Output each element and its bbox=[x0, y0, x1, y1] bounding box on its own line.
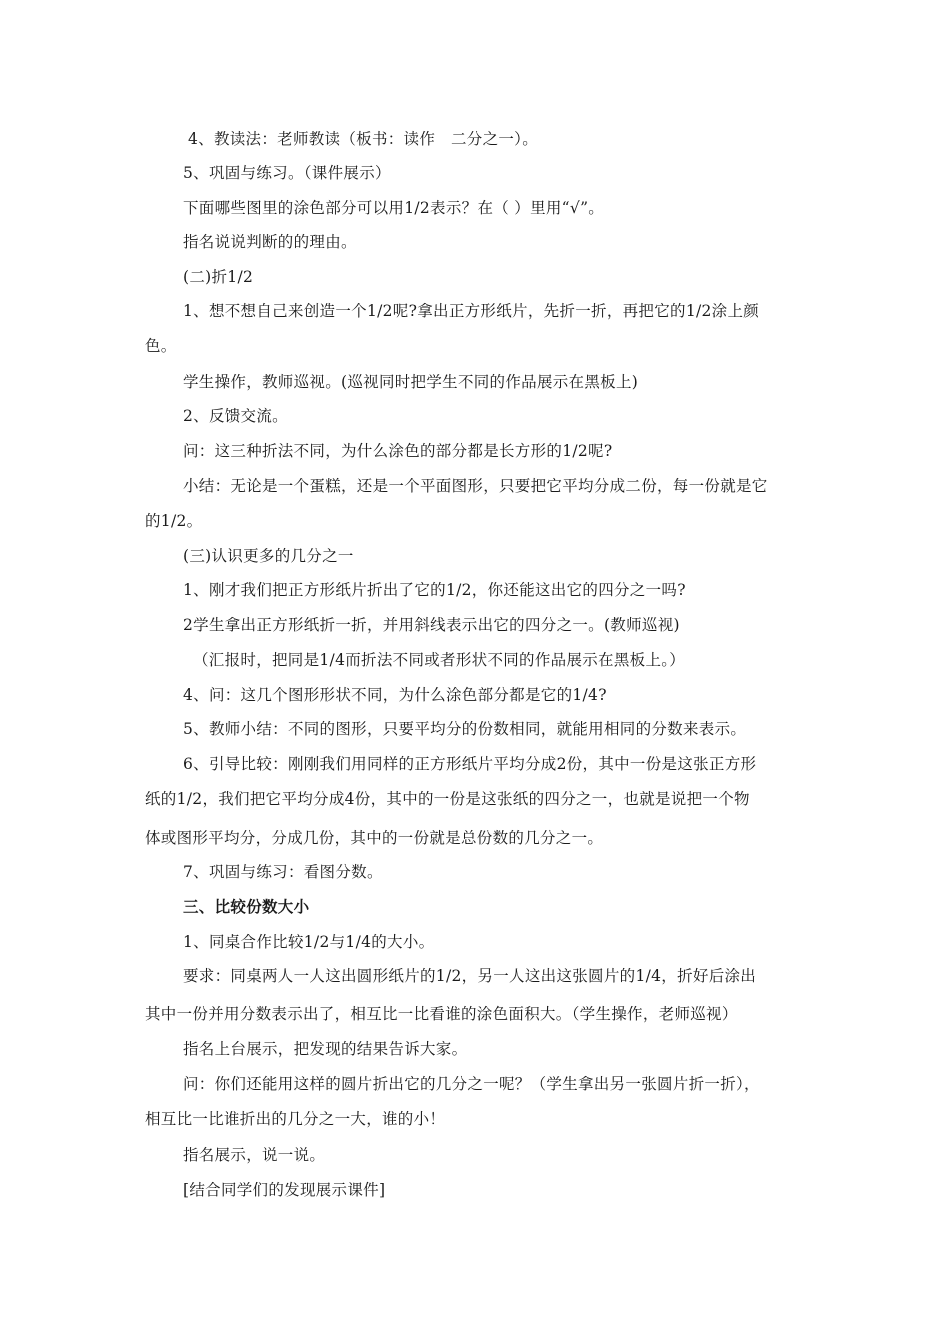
paragraph-line: 1、刚才我们把正方形纸片折出了它的1/2，你还能这出它的四分之一吗? bbox=[183, 581, 686, 599]
paragraph-line: 1、想不想自己来创造一个1/2呢?拿出正方形纸片，先折一折，再把它的1/2涂上颜 bbox=[183, 302, 760, 320]
paragraph-line: 指名展示，说一说。 bbox=[183, 1146, 326, 1164]
paragraph-line: （汇报时，把同是1/4而折法不同或者形状不同的作品展示在黑板上。） bbox=[193, 651, 686, 669]
paragraph-line: 指名说说判断的的理由。 bbox=[183, 233, 357, 251]
paragraph-line: 7、巩固与练习：看图分数。 bbox=[183, 863, 383, 881]
paragraph-line: 问：你们还能用这样的圆片折出它的几分之一呢？（学生拿出另一张圆片折一折）， bbox=[183, 1075, 760, 1093]
paragraph-line: 2学生拿出正方形纸折一折，并用斜线表示出它的四分之一。(教师巡视) bbox=[183, 616, 680, 634]
paragraph-line: 5、教师小结：不同的图形，只要平均分的份数相同，就能用相同的分数来表示。 bbox=[183, 720, 747, 738]
paragraph-line: 体或图形平均分，分成几份，其中的一份就是总份数的几分之一。 bbox=[145, 829, 604, 847]
paragraph-line: [结合同学们的发现展示课件] bbox=[183, 1181, 386, 1199]
paragraph-line: 相互比一比谁折出的几分之一大，谁的小！ bbox=[145, 1110, 446, 1128]
paragraph-line: 5、巩固与练习。（课件展示） bbox=[183, 164, 391, 182]
section-heading-bold: 三、比较份数大小 bbox=[183, 897, 310, 916]
paragraph-line: 其中一份并用分数表示出了，相互比一比看谁的涂色面积大。（学生操作，老师巡视） bbox=[145, 1005, 738, 1023]
paragraph-line: 小结：无论是一个蛋糕，还是一个平面图形，只要把它平均分成二份，每一份就是它 bbox=[183, 477, 768, 495]
paragraph-line: 6、引导比较：刚刚我们用同样的正方形纸片平均分成2份，其中一份是这张正方形 bbox=[183, 755, 757, 773]
paragraph-line: 2、反馈交流。 bbox=[183, 407, 288, 425]
paragraph-line: 要求：同桌两人一人这出圆形纸片的1/2，另一人这出这张圆片的1/4，折好后涂出 bbox=[183, 967, 757, 985]
paragraph-line: 指名上台展示，把发现的结果告诉大家。 bbox=[183, 1040, 468, 1058]
paragraph-line: 1、同桌合作比较1/2与1/4的大小。 bbox=[183, 933, 435, 951]
paragraph-line: 的1/2。 bbox=[145, 512, 203, 530]
paragraph-line: 学生操作，教师巡视。(巡视同时把学生不同的作品展示在黑板上) bbox=[183, 373, 639, 391]
section-heading: (三)认识更多的几分之一 bbox=[183, 547, 354, 565]
paragraph-line: 问：这三种折法不同，为什么涂色的部分都是长方形的1/2呢? bbox=[183, 442, 613, 460]
section-heading: (二)折1/2 bbox=[183, 268, 254, 286]
paragraph-line: 4、教读法：老师教读（板书：读作 二分之一）。 bbox=[188, 130, 539, 148]
paragraph-line: 色。 bbox=[145, 337, 177, 355]
paragraph-line: 4、问：这几个图形形状不同，为什么涂色部分都是它的1/4? bbox=[183, 686, 607, 704]
paragraph-line: 下面哪些图里的涂色部分可以用1/2表示？在（ ）里用“√”。 bbox=[183, 199, 605, 217]
paragraph-line: 纸的1/2，我们把它平均分成4份，其中的一份是这张纸的四分之一，也就是说把一个物 bbox=[145, 790, 750, 808]
